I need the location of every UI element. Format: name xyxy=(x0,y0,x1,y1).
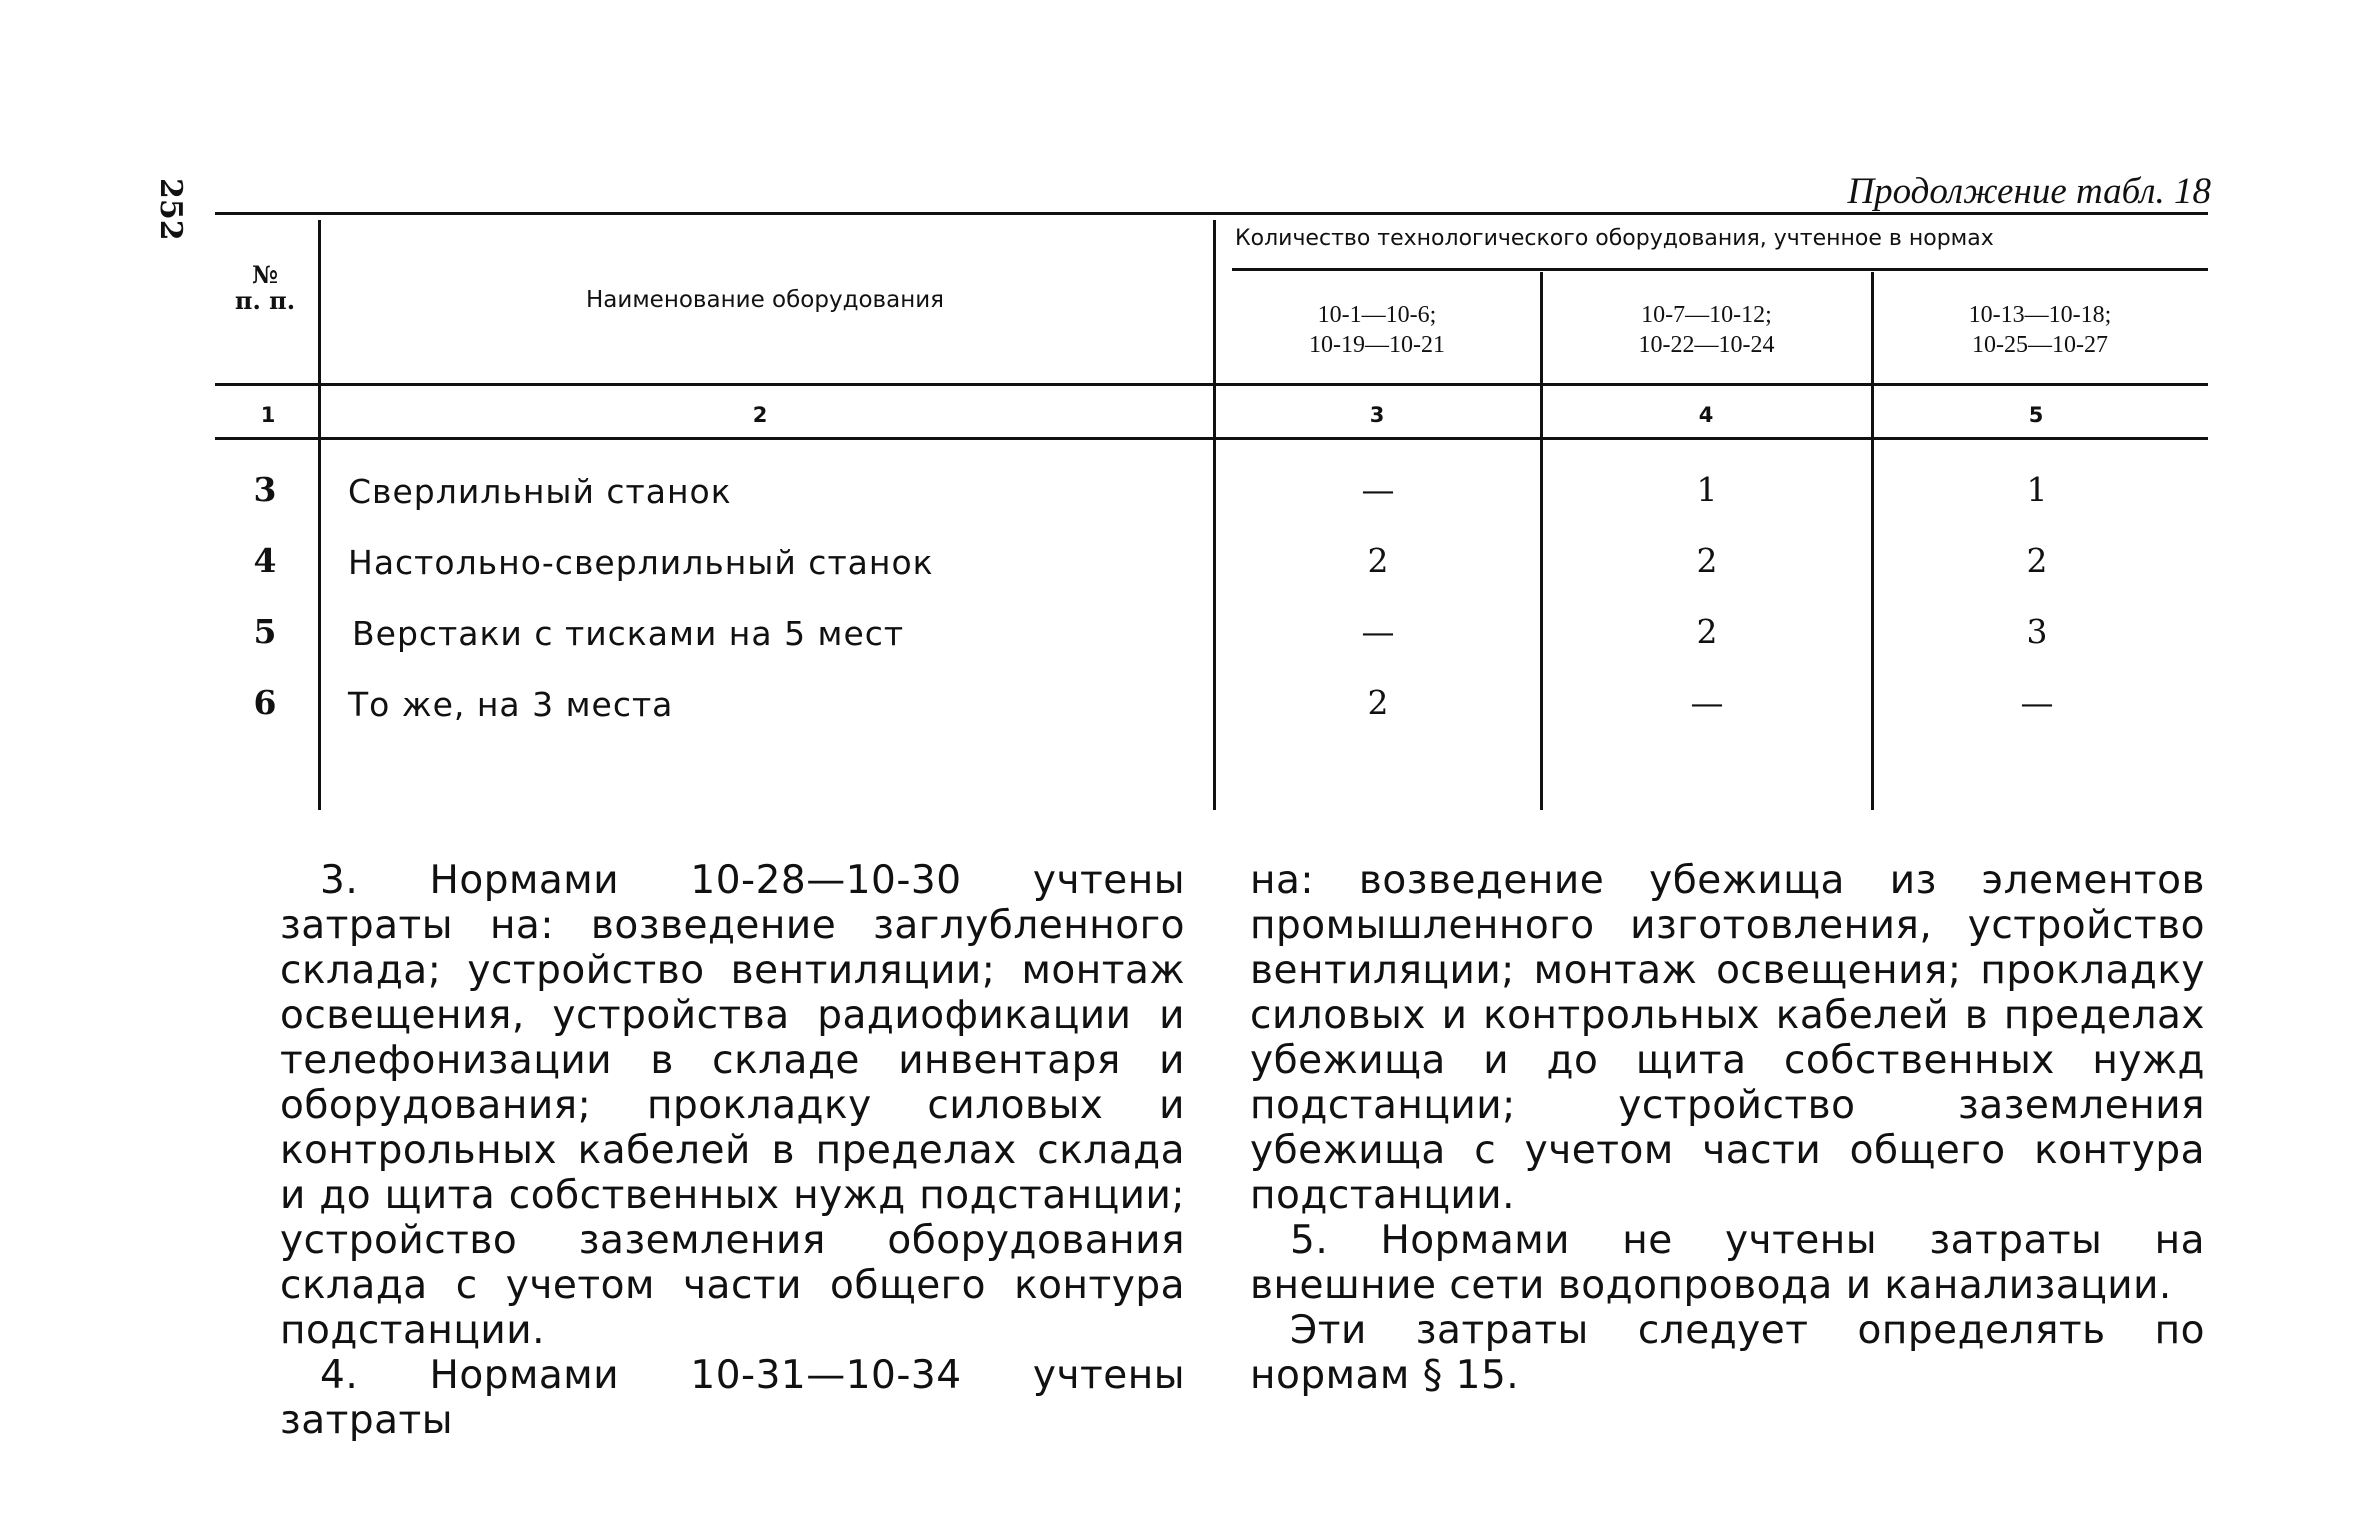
table-top-rule xyxy=(215,212,2208,215)
colnum-bottom-rule xyxy=(215,437,2208,440)
equipment-name: Настольно-сверлильный станок xyxy=(348,543,934,582)
quantity-col5: 2 xyxy=(2026,541,2048,580)
paragraph-3: 3. Нормами 10-28—10-30 учтены затраты на: возведение заглубленного склада; устройство вентиляции; монтаж освещения, устройства радиофикации и телефонизации в складе инвентаря и оборудования; прокладку силовых и контрольных кабелей в пределах склада и до щита собственных нужд подстанции; устройство заземления оборудования склада с учетом части общего контура подстанции. xyxy=(280,858,1185,1353)
col-divider-3 xyxy=(1540,272,1543,810)
paragraph-5-note: Эти затраты следует определять по нормам § 15. xyxy=(1250,1308,2205,1398)
column-number-1: 1 xyxy=(260,403,276,427)
header-quantity-group: Количество технологического оборудования, учтенное в нормах xyxy=(1235,226,1994,251)
header-norms-col3: 10-1—10-6; 10-19—10-21 xyxy=(1309,302,1445,358)
equipment-name: Сверлильный станок xyxy=(348,472,732,511)
equipment-name: Верстаки с тисками на 5 мест xyxy=(352,614,905,653)
header-row-number: № п. п. xyxy=(234,260,296,315)
col-divider-4 xyxy=(1871,272,1874,810)
row-number: 6 xyxy=(253,683,277,722)
column-number-4: 4 xyxy=(1698,403,1714,427)
row-number: 3 xyxy=(253,470,277,509)
group-header-rule xyxy=(1232,268,2208,271)
row-number: 4 xyxy=(253,541,277,580)
quantity-col3: 2 xyxy=(1367,683,1389,722)
quantity-col3: 2 xyxy=(1367,541,1389,580)
quantity-col3: — xyxy=(1361,612,1395,651)
quantity-col5: 3 xyxy=(2026,612,2048,651)
col-divider-2 xyxy=(1213,220,1216,810)
header-norms-col5: 10-13—10-18; 10-25—10-27 xyxy=(1968,302,2112,358)
text-column-right xyxy=(1250,858,2205,1398)
header-norms-col4: 10-7—10-12; 10-22—10-24 xyxy=(1638,302,1775,358)
quantity-col4: — xyxy=(1690,683,1724,722)
quantity-col5: 1 xyxy=(2026,470,2048,509)
column-number-2: 2 xyxy=(752,403,768,427)
header-equipment-name: Наименование оборудования xyxy=(585,287,945,313)
quantity-col4: 1 xyxy=(1696,470,1718,509)
header-bottom-rule xyxy=(215,383,2208,386)
quantity-col5: — xyxy=(2020,683,2054,722)
col-divider-1 xyxy=(318,220,321,810)
column-number-3: 3 xyxy=(1369,403,1385,427)
quantity-col4: 2 xyxy=(1696,612,1718,651)
equipment-name: То же, на 3 места xyxy=(348,685,674,724)
table-continuation-label: Продолжение табл. 18 xyxy=(1847,171,2211,212)
paragraph-4-continued: на: возведение убежища из элементов промышленного изготовления, устройство вентиляции; монтаж освещения; прокладку силовых и контрольных кабелей в пределах убежища и до щита собственных нужд подстанции; устройство заземления убежища с учетом части общего контура подстанции. xyxy=(1250,858,2205,1218)
quantity-col3: — xyxy=(1361,470,1395,509)
paragraph-4: 4. Нормами 10-31—10-34 учтены затраты xyxy=(280,1353,1185,1443)
column-number-5: 5 xyxy=(2028,403,2044,427)
text-column-left xyxy=(280,858,1185,1443)
paragraph-5: 5. Нормами не учтены затраты на внешние сети водопровода и канализации. xyxy=(1250,1218,2205,1308)
page-number: 252 xyxy=(153,178,188,241)
row-number: 5 xyxy=(253,612,277,651)
quantity-col4: 2 xyxy=(1696,541,1718,580)
